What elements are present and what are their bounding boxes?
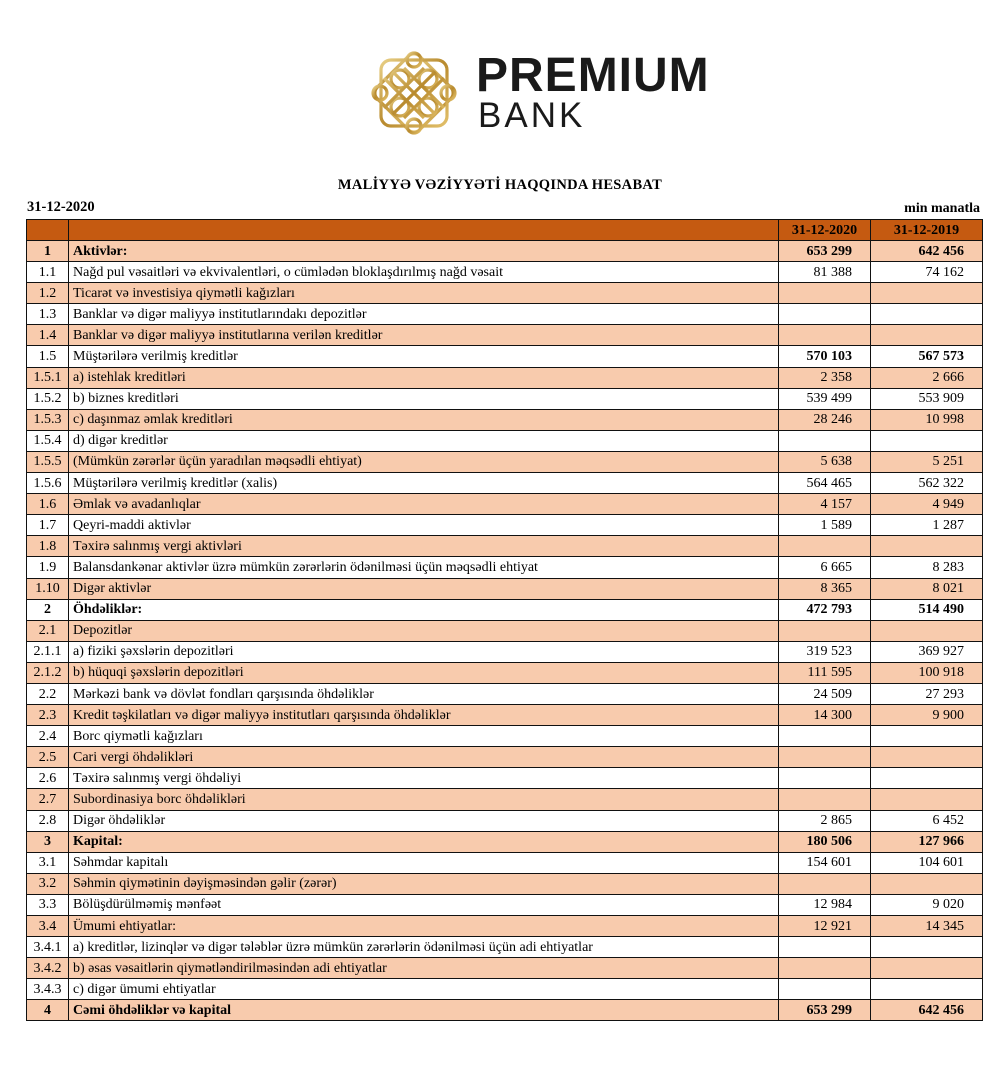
table-row (27, 325, 983, 346)
table-row (27, 283, 983, 304)
row-number: 2.1.2 (27, 662, 69, 683)
value-2020 (779, 979, 871, 1000)
value-2019 (871, 726, 983, 747)
row-number: 1.5.5 (27, 451, 69, 472)
value-2020 (779, 283, 871, 304)
table-row (27, 810, 983, 831)
value-2020: 472 793 (779, 599, 871, 620)
row-label: Subordinasiya borc öhdəlikləri (69, 789, 779, 810)
value-2019 (871, 304, 983, 325)
value-2019: 100 918 (871, 662, 983, 683)
row-label: Bölüşdürülməmiş mənfəət (69, 894, 779, 915)
value-2019: 104 601 (871, 852, 983, 873)
row-label: Digər aktivlər (69, 578, 779, 599)
value-2019 (871, 325, 983, 346)
table-row (27, 726, 983, 747)
table-row (27, 683, 983, 704)
table-row (27, 894, 983, 915)
row-number: 2.2 (27, 683, 69, 704)
value-2019 (871, 937, 983, 958)
row-label: a) kreditlər, lizinqlər və digər tələblər üzrə mümkün zərərlərin ödənilməsi üçün adi ehtiyatlar (69, 937, 779, 958)
table-row (27, 262, 983, 283)
value-2020: 4 157 (779, 494, 871, 515)
table-header-row (27, 220, 983, 241)
row-label: (Mümkün zərərlər üçün yaradılan məqsədli ehtiyat) (69, 451, 779, 472)
table-row (27, 937, 983, 958)
table-row (27, 789, 983, 810)
table-row (27, 430, 983, 451)
row-number: 1.5.3 (27, 409, 69, 430)
row-number: 1.5.4 (27, 430, 69, 451)
value-2020: 564 465 (779, 473, 871, 494)
table-row (27, 367, 983, 388)
table-row (27, 409, 983, 430)
row-label: Aktivlər: (69, 241, 779, 262)
header-number-cell (27, 220, 69, 241)
row-label: a) fiziki şəxslərin depozitləri (69, 641, 779, 662)
row-number: 1.5.6 (27, 473, 69, 494)
value-2019: 9 020 (871, 894, 983, 915)
value-2019 (871, 283, 983, 304)
row-number: 2.8 (27, 810, 69, 831)
value-2020 (779, 873, 871, 894)
value-2020: 14 300 (779, 705, 871, 726)
value-2019: 2 666 (871, 367, 983, 388)
row-label: b) hüquqi şəxslərin depozitləri (69, 662, 779, 683)
row-label: Mərkəzi bank və dövlət fondları qarşısında öhdəliklər (69, 683, 779, 704)
value-2019: 5 251 (871, 451, 983, 472)
row-label: Depozitlər (69, 620, 779, 641)
row-label: d) digər kreditlər (69, 430, 779, 451)
row-number: 1.2 (27, 283, 69, 304)
row-number: 2.7 (27, 789, 69, 810)
currency-unit: min manatla (904, 201, 980, 216)
value-2019: 4 949 (871, 494, 983, 515)
value-2020 (779, 726, 871, 747)
brand-name-premium: PREMIUM (476, 49, 710, 102)
value-2019: 74 162 (871, 262, 983, 283)
value-2020: 8 365 (779, 578, 871, 599)
table-row (27, 1000, 983, 1021)
value-2019 (871, 768, 983, 789)
row-number: 2.1.1 (27, 641, 69, 662)
row-number: 1.8 (27, 536, 69, 557)
table-row (27, 705, 983, 726)
value-2020 (779, 325, 871, 346)
row-number: 3.4.1 (27, 937, 69, 958)
value-2020: 653 299 (779, 1000, 871, 1021)
row-label: Cəmi öhdəliklər və kapital (69, 1000, 779, 1021)
row-number: 1.3 (27, 304, 69, 325)
value-2019: 567 573 (871, 346, 983, 367)
value-2020 (779, 620, 871, 641)
value-2020: 6 665 (779, 557, 871, 578)
value-2020: 154 601 (779, 852, 871, 873)
value-2019 (871, 536, 983, 557)
value-2019: 127 966 (871, 831, 983, 852)
value-2020: 5 638 (779, 451, 871, 472)
header-col-2020: 31-12-2020 (779, 220, 871, 241)
table-row (27, 641, 983, 662)
row-label: Kapital: (69, 831, 779, 852)
row-label: Təxirə salınmış vergi aktivləri (69, 536, 779, 557)
row-number: 2.5 (27, 747, 69, 768)
value-2019: 1 287 (871, 515, 983, 536)
row-number: 1.9 (27, 557, 69, 578)
row-number: 1.4 (27, 325, 69, 346)
table-row (27, 620, 983, 641)
table-row (27, 515, 983, 536)
table-row (27, 304, 983, 325)
row-label: Banklar və digər maliyyə institutlarına verilən kreditlər (69, 325, 779, 346)
value-2019: 8 021 (871, 578, 983, 599)
endless-knot-icon (364, 48, 464, 142)
value-2019 (871, 747, 983, 768)
value-2020: 653 299 (779, 241, 871, 262)
table-row (27, 388, 983, 409)
value-2019: 514 490 (871, 599, 983, 620)
table-row (27, 599, 983, 620)
value-2020: 570 103 (779, 346, 871, 367)
value-2019: 369 927 (871, 641, 983, 662)
table-row (27, 852, 983, 873)
table-body (27, 241, 983, 1021)
row-number: 4 (27, 1000, 69, 1021)
value-2020 (779, 937, 871, 958)
table-row (27, 979, 983, 1000)
row-label: Öhdəliklər: (69, 599, 779, 620)
row-label: Nağd pul vəsaitləri və ekvivalentləri, o cümlədən bloklaşdırılmış nağd vəsait (69, 262, 779, 283)
value-2019: 8 283 (871, 557, 983, 578)
row-number: 3.4.3 (27, 979, 69, 1000)
row-label: Təxirə salınmış vergi öhdəliyi (69, 768, 779, 789)
value-2020: 539 499 (779, 388, 871, 409)
value-2020: 1 589 (779, 515, 871, 536)
row-label: Əmlak və avadanlıqlar (69, 494, 779, 515)
row-number: 2.1 (27, 620, 69, 641)
value-2019 (871, 789, 983, 810)
row-number: 1 (27, 241, 69, 262)
row-number: 1.6 (27, 494, 69, 515)
value-2020: 12 984 (779, 894, 871, 915)
table-row (27, 831, 983, 852)
row-number: 1.5.1 (27, 367, 69, 388)
row-label: Səhmdar kapitalı (69, 852, 779, 873)
value-2019 (871, 958, 983, 979)
value-2020 (779, 768, 871, 789)
row-number: 2.6 (27, 768, 69, 789)
table-row (27, 768, 983, 789)
value-2020 (779, 789, 871, 810)
value-2019: 9 900 (871, 705, 983, 726)
row-label: Ticarət və investisiya qiymətli kağızları (69, 283, 779, 304)
table-row (27, 494, 983, 515)
row-number: 3.3 (27, 894, 69, 915)
value-2019 (871, 620, 983, 641)
row-number: 1.5.2 (27, 388, 69, 409)
row-label: c) digər ümumi ehtiyatlar (69, 979, 779, 1000)
value-2019: 6 452 (871, 810, 983, 831)
value-2019: 642 456 (871, 1000, 983, 1021)
row-label: a) istehlak kreditləri (69, 367, 779, 388)
report-date: 31-12-2020 (27, 199, 95, 215)
row-label: Banklar və digər maliyyə institutlarındakı depozitlər (69, 304, 779, 325)
row-label: Digər öhdəliklər (69, 810, 779, 831)
row-number: 1.1 (27, 262, 69, 283)
row-label: b) biznes kreditləri (69, 388, 779, 409)
row-number: 1.5 (27, 346, 69, 367)
value-2020: 111 595 (779, 662, 871, 683)
row-label: Müştərilərə verilmiş kreditlər (69, 346, 779, 367)
value-2019 (871, 979, 983, 1000)
row-label: Səhmin qiymətinin dəyişməsindən gəlir (zərər) (69, 873, 779, 894)
row-label: Qeyri-maddi aktivlər (69, 515, 779, 536)
table-row (27, 916, 983, 937)
table-row (27, 451, 983, 472)
table-row (27, 536, 983, 557)
row-label: b) əsas vəsaitlərin qiymətləndirilməsindən adi ehtiyatlar (69, 958, 779, 979)
value-2020 (779, 430, 871, 451)
row-label: Müştərilərə verilmiş kreditlər (xalis) (69, 473, 779, 494)
value-2019: 14 345 (871, 916, 983, 937)
header-label-cell (69, 220, 779, 241)
row-number: 3.4 (27, 916, 69, 937)
value-2019 (871, 430, 983, 451)
row-label: c) daşınmaz əmlak kreditləri (69, 409, 779, 430)
table-row (27, 662, 983, 683)
value-2020 (779, 536, 871, 557)
balance-sheet-table (26, 219, 983, 1021)
table-row (27, 578, 983, 599)
table-row (27, 346, 983, 367)
table-row (27, 473, 983, 494)
row-label: Balansdankənar aktivlər üzrə mümkün zərərlərin ödənilməsi üçün məqsədli ehtiyat (69, 557, 779, 578)
row-number: 3.2 (27, 873, 69, 894)
table-row (27, 557, 983, 578)
report-title: MALİYYƏ VƏZİYYƏTİ HAQQINDA HESABAT (337, 177, 663, 193)
row-number: 2.3 (27, 705, 69, 726)
row-number: 1.7 (27, 515, 69, 536)
row-number: 3 (27, 831, 69, 852)
value-2020: 24 509 (779, 683, 871, 704)
value-2020: 28 246 (779, 409, 871, 430)
bank-logo (364, 48, 754, 142)
value-2019: 27 293 (871, 683, 983, 704)
row-number: 2 (27, 599, 69, 620)
value-2019: 553 909 (871, 388, 983, 409)
value-2020 (779, 747, 871, 768)
value-2019 (871, 873, 983, 894)
value-2020: 12 921 (779, 916, 871, 937)
value-2019: 562 322 (871, 473, 983, 494)
value-2020 (779, 304, 871, 325)
row-label: Kredit təşkilatları və digər maliyyə institutları qarşısında öhdəliklər (69, 705, 779, 726)
brand-name-bank: BANK (478, 96, 586, 135)
table-row (27, 747, 983, 768)
row-number: 1.10 (27, 578, 69, 599)
row-number: 3.1 (27, 852, 69, 873)
row-label: Borc qiymətli kağızları (69, 726, 779, 747)
table-row (27, 958, 983, 979)
row-label: Ümumi ehtiyatlar: (69, 916, 779, 937)
table-row (27, 873, 983, 894)
value-2019: 642 456 (871, 241, 983, 262)
value-2020: 2 865 (779, 810, 871, 831)
row-number: 3.4.2 (27, 958, 69, 979)
row-label: Cari vergi öhdəlikləri (69, 747, 779, 768)
value-2020 (779, 958, 871, 979)
value-2019: 10 998 (871, 409, 983, 430)
header-col-2019: 31-12-2019 (871, 220, 983, 241)
value-2020: 319 523 (779, 641, 871, 662)
value-2020: 180 506 (779, 831, 871, 852)
row-number: 2.4 (27, 726, 69, 747)
value-2020: 2 358 (779, 367, 871, 388)
table-row (27, 241, 983, 262)
value-2020: 81 388 (779, 262, 871, 283)
